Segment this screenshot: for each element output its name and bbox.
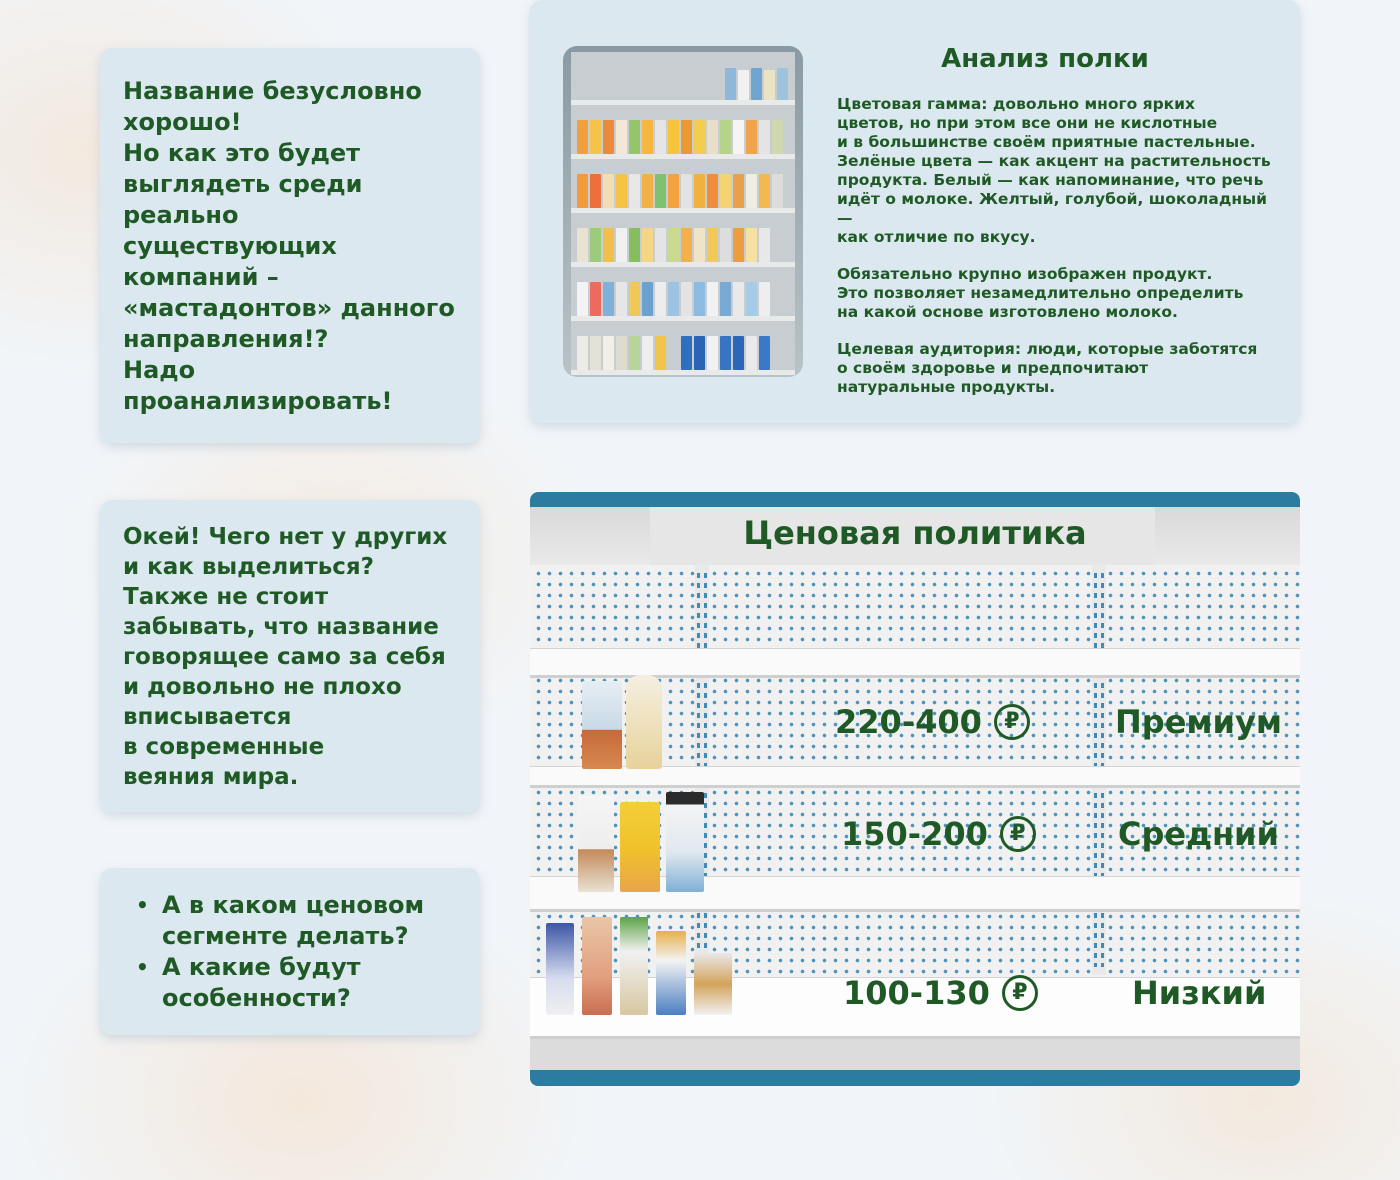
photo-shelf-row — [575, 330, 791, 370]
price-policy-shelf — [530, 492, 1300, 1086]
product-bottle — [626, 675, 662, 769]
product-carton — [694, 953, 732, 1015]
product-carton — [546, 923, 574, 1015]
low-products — [544, 917, 734, 1015]
intro-card — [100, 48, 480, 443]
shelf-bottom-bar — [530, 1070, 1300, 1086]
ruble-icon: ₽ — [1000, 816, 1036, 852]
product-carton — [578, 796, 614, 892]
question-item: • А какие будут особенности? — [136, 952, 480, 1014]
store-shelf-photo — [563, 46, 803, 377]
photo-shelf-row — [575, 60, 791, 100]
middle-products — [576, 792, 706, 892]
price-value: 100-130 — [843, 974, 990, 1012]
color-palette-label: Цветовая гамма: — [837, 95, 988, 113]
target-audience-text: люди, которые заботятся о своём здоровье и предпочитают натуральные продукты. — [837, 340, 1258, 396]
color-palette-text: довольно много ярких цветов, но при этом все они не кислотные и в большинстве своём приятные пастельные. Зелёные цвета — как акцент на растительность продукта. Белый — как напоминание, что речь идёт о молоке. Желтый, голубой, шоколадный — как отличие по вкусу. — [837, 95, 1271, 246]
photo-shelf-row — [575, 168, 791, 208]
target-audience-paragraph — [837, 340, 1277, 397]
price-premium — [835, 703, 1030, 741]
product-carton — [666, 792, 704, 892]
photo-shelf-row — [575, 222, 791, 262]
product-carton — [656, 931, 686, 1015]
product-image-paragraph: Обязательно крупно изображен продукт. Это позволяет незамедлительно определить на какой основе изготовлено молоко. — [837, 265, 1244, 321]
differentiation-card — [100, 500, 480, 812]
questions-card — [100, 868, 480, 1035]
questions-list — [136, 890, 480, 1014]
product-carton — [582, 681, 622, 769]
analysis-title: Анализ полки — [941, 44, 1149, 74]
photo-shelf-row — [575, 276, 791, 316]
product-carton — [582, 917, 612, 1015]
photo-shelf-row — [575, 114, 791, 154]
product-carton — [620, 917, 648, 1015]
shelf-board — [530, 648, 1300, 678]
analysis-body — [837, 95, 1277, 415]
premium-products — [578, 675, 668, 769]
product-carton — [620, 802, 660, 892]
ruble-icon: ₽ — [1002, 975, 1038, 1011]
price-low — [843, 974, 1038, 1012]
shelf-frame — [571, 52, 795, 373]
tier-middle: Средний — [1118, 815, 1279, 853]
shelf-top-bar — [530, 492, 1300, 507]
price-middle — [841, 815, 1036, 853]
shelf-base — [530, 1039, 1300, 1070]
differentiation-text: Окей! Чего нет у других и как выделиться? Также не стоит забывать, что название говорящее само за себя и довольно не плохо вписывается в современные веяния мира. — [123, 524, 448, 790]
shelf-board — [530, 766, 1300, 788]
tier-low: Низкий — [1132, 974, 1267, 1012]
price-value: 220-400 — [835, 703, 982, 741]
question-item: • А в каком ценовом сегменте делать? — [136, 890, 480, 952]
tier-premium: Премиум — [1115, 703, 1282, 741]
intro-text: Название безусловно хорошо! Но как это будет выглядеть среди реально существующих компаний – «мастадонтов» данного направления!? Надо проанализировать! — [123, 77, 455, 415]
pegboard-panel — [530, 565, 1300, 655]
target-audience-label: Целевая аудитория: — [837, 340, 1022, 358]
shelf-analysis-card — [530, 0, 1300, 423]
ruble-icon: ₽ — [994, 704, 1030, 740]
price-policy-title: Ценовая политика — [743, 514, 1087, 552]
price-value: 150-200 — [841, 815, 988, 853]
color-palette-paragraph — [837, 95, 1277, 247]
